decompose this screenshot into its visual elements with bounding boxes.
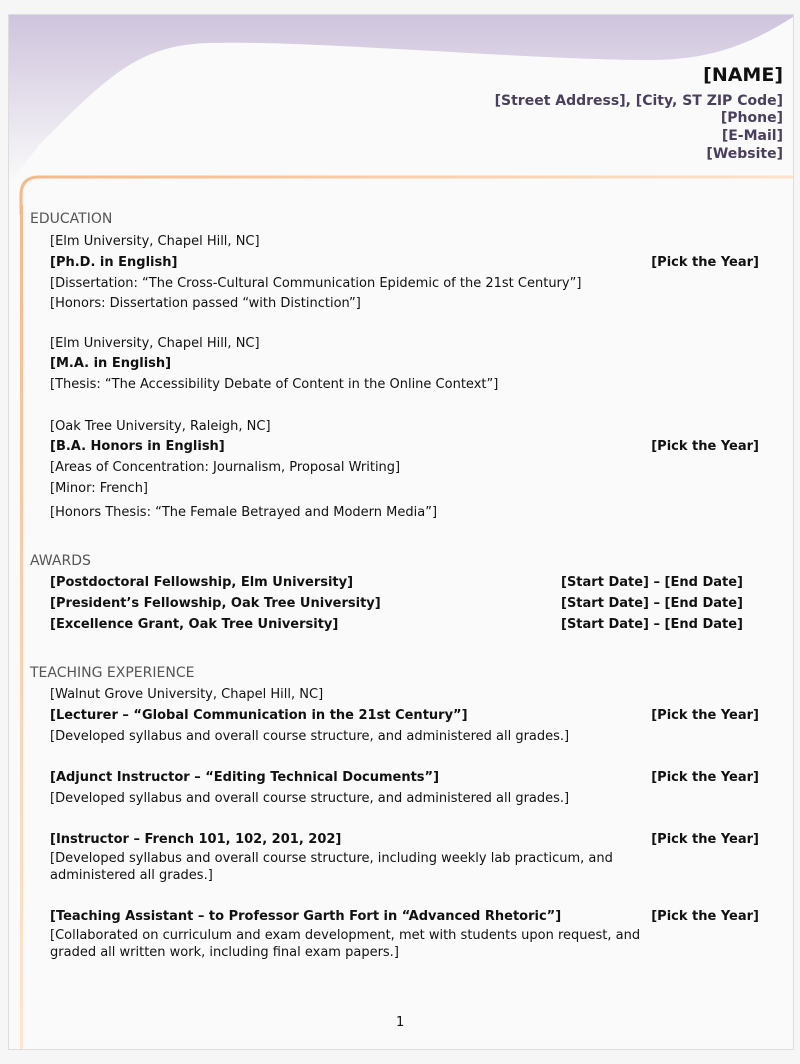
detail: [Dissertation: “The Cross-Cultural Communication Epidemic of the 21st Century”] <box>50 276 582 291</box>
award-name: [President’s Fellowship, Oak Tree University] <box>50 596 381 611</box>
detail: [Thesis: “The Accessibility Debate of Content in the Online Context”] <box>50 377 499 392</box>
detail: [Honors Thesis: “The Female Betrayed and Modern Media”] <box>50 505 438 520</box>
year: [Pick the Year] <box>651 832 759 847</box>
detail: [Developed syllabus and overall course structure, including weekly lab practicum, and <box>50 851 613 866</box>
school: [Elm University, Chapel Hill, NC] <box>50 336 260 351</box>
detail: [Developed syllabus and overall course structure, and administered all grades.] <box>50 729 570 744</box>
year: [Pick the Year] <box>651 708 759 723</box>
award-dates: [Start Date] – [End Date] <box>561 575 743 590</box>
year: [Pick the Year] <box>651 439 759 454</box>
year: [Pick the Year] <box>651 909 759 924</box>
detail: [Honors: Dissertation passed “with Distinction”] <box>50 296 361 311</box>
award-dates: [Start Date] – [End Date] <box>561 596 743 611</box>
resume-page <box>8 14 794 1050</box>
position-title: [Lecturer – “Global Communication in the 21st Century”] <box>50 708 468 723</box>
school: [Oak Tree University, Raleigh, NC] <box>50 419 271 434</box>
degree: [M.A. in English] <box>50 356 172 371</box>
award-name: [Postdoctoral Fellowship, Elm University] <box>50 575 354 590</box>
position-title: [Instructor – French 101, 102, 201, 202] <box>50 832 342 847</box>
detail: [Areas of Concentration: Journalism, Proposal Writing] <box>50 460 401 475</box>
award-dates: [Start Date] – [End Date] <box>561 617 743 632</box>
header-wave-decoration <box>9 15 793 215</box>
year: [Pick the Year] <box>651 255 759 270</box>
name-heading: [NAME] <box>703 64 783 86</box>
website: [Website] <box>706 146 783 162</box>
detail: [Developed syllabus and overall course structure, and administered all grades.] <box>50 791 570 806</box>
detail: [Minor: French] <box>50 481 149 496</box>
email: [E-Mail] <box>721 128 783 144</box>
award-name: [Excellence Grant, Oak Tree University] <box>50 617 339 632</box>
section-heading-education: EDUCATION <box>30 211 113 227</box>
degree: [Ph.D. in English] <box>50 255 178 270</box>
detail: graded all written work, including final exam papers.] <box>50 945 399 960</box>
section-heading-teaching: TEACHING EXPERIENCE <box>30 665 195 681</box>
year: [Pick the Year] <box>651 770 759 785</box>
address: [Street Address], [City, ST ZIP Code] <box>494 93 783 109</box>
detail: administered all grades.] <box>50 868 213 883</box>
detail: [Collaborated on curriculum and exam development, met with students upon request, and <box>50 928 641 943</box>
phone: [Phone] <box>720 110 783 126</box>
section-heading-awards: AWARDS <box>30 553 91 569</box>
accent-left-border <box>20 205 23 1050</box>
position-title: [Teaching Assistant – to Professor Garth Fort in “Advanced Rhetoric”] <box>50 909 562 924</box>
degree: [B.A. Honors in English] <box>50 439 225 454</box>
school: [Elm University, Chapel Hill, NC] <box>50 234 260 249</box>
school: [Walnut Grove University, Chapel Hill, NC] <box>50 687 324 702</box>
position-title: [Adjunct Instructor – “Editing Technical Documents”] <box>50 770 440 785</box>
page-number: 1 <box>396 1015 405 1030</box>
